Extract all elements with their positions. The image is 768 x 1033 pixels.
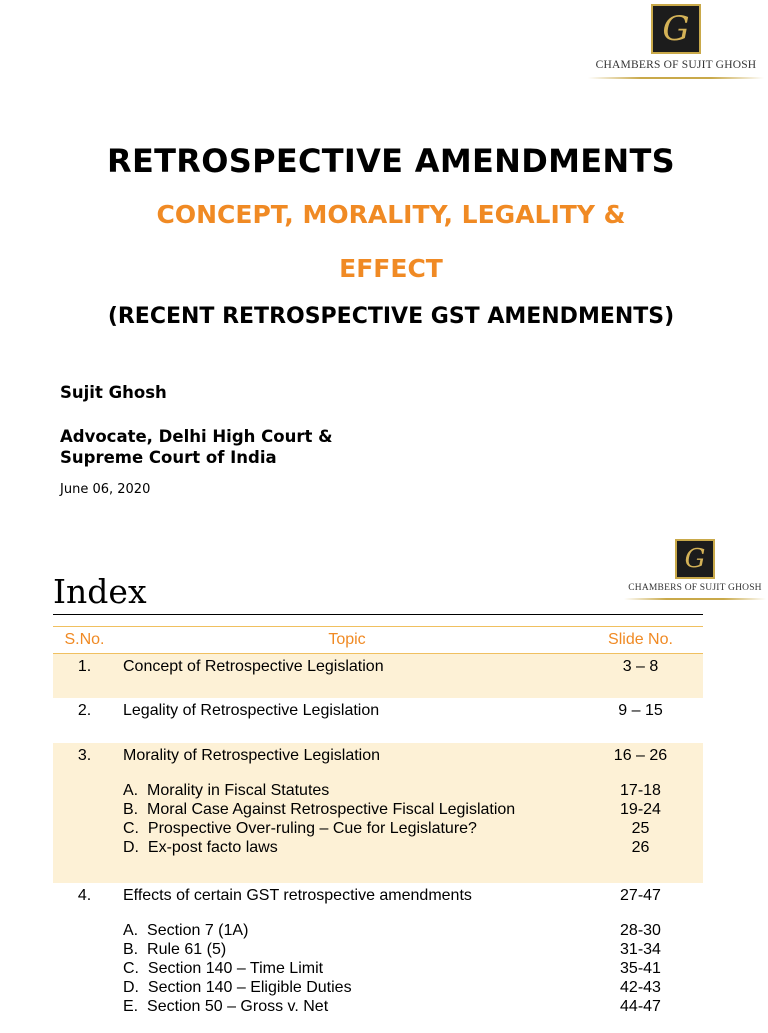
table-row (53, 654, 703, 698)
index-header-row (53, 627, 703, 654)
presentation-date: June 06, 2020 (60, 482, 151, 497)
table-row (53, 743, 703, 883)
row-topic (116, 743, 578, 883)
monogram-logo-icon: G (651, 4, 701, 54)
sub-item: A. Section 7 (1A) (123, 921, 249, 939)
sub-slide-list: 28-30 31-34 35-41 42-43 44-47 (620, 921, 661, 1015)
row-topic: Concept of Retrospective Legislation (116, 654, 578, 698)
sub-list (123, 921, 578, 1016)
sub-slide-list: 17-18 19-24 25 26 (620, 781, 661, 856)
sub-item: C. Section 140 – Time Limit (123, 959, 324, 977)
row-sno: 4. (77, 886, 92, 904)
sub-list (123, 781, 578, 857)
author-role-line1: Advocate, Delhi High Court & (60, 427, 333, 446)
row-slide: 9 – 15 (618, 701, 663, 719)
author-role (60, 426, 332, 468)
sub-item: A. Morality in Fiscal Statutes (123, 781, 330, 799)
cover-subtitle-paren: (RECENT RETROSPECTIVE GST AMENDMENTS) (107, 304, 675, 329)
row-topic-title: Morality of Retrospective Legislation (123, 746, 381, 764)
firm-logo (586, 4, 766, 79)
monogram-logo-icon: G (675, 539, 715, 579)
row-slide: 3 – 8 (578, 654, 703, 698)
sub-item: D. Ex-post facto laws (123, 838, 278, 856)
row-sno: 3. (53, 743, 116, 883)
firm-name: CHAMBERS OF SUJIT GHOSH (595, 59, 757, 71)
row-sno: 1. (53, 654, 116, 698)
logo-divider (624, 598, 766, 600)
cover-subtitle-line2: EFFECT (339, 254, 443, 283)
sub-item: D. Section 140 – Eligible Duties (123, 978, 352, 996)
row-topic-title: Effects of certain GST retrospective amendments (123, 886, 472, 904)
index-title-rule (53, 614, 703, 615)
table-row (53, 883, 703, 1033)
sub-item: B. Moral Case Against Retrospective Fiscal Legislation (123, 800, 516, 818)
header-sno: S.No. (53, 627, 116, 654)
firm-logo-index (622, 539, 768, 600)
row-sno: 2. (77, 701, 92, 719)
sub-item: B. Rule 61 (5) (123, 940, 227, 958)
cover-title: RETROSPECTIVE AMENDMENTS (107, 142, 675, 180)
row-slide: 16 – 26 17-18 19-24 25 26 (578, 743, 703, 883)
header-topic: Topic (116, 627, 578, 654)
logo-divider (588, 77, 764, 79)
row-topic: Legality of Retrospective Legislation (123, 701, 380, 719)
author-name: Sujit Ghosh (60, 383, 167, 402)
firm-name: CHAMBERS OF SUJIT GHOSH (628, 583, 762, 593)
index-title: Index (53, 572, 147, 611)
table-row (53, 698, 703, 743)
cover-subtitle-line1: CONCEPT, MORALITY, LEGALITY & (156, 200, 626, 229)
row-slide: 27-47 28-30 31-34 35-41 42-43 44-47 (578, 883, 703, 1033)
row-topic (116, 883, 578, 1033)
sub-item: C. Prospective Over-ruling – Cue for Legislature? (123, 819, 477, 837)
index-table (53, 626, 703, 1033)
sub-item: E. Section 50 – Gross v. Net (123, 997, 329, 1015)
header-slide: Slide No. (578, 627, 703, 654)
author-role-line2: Supreme Court of India (60, 448, 277, 467)
